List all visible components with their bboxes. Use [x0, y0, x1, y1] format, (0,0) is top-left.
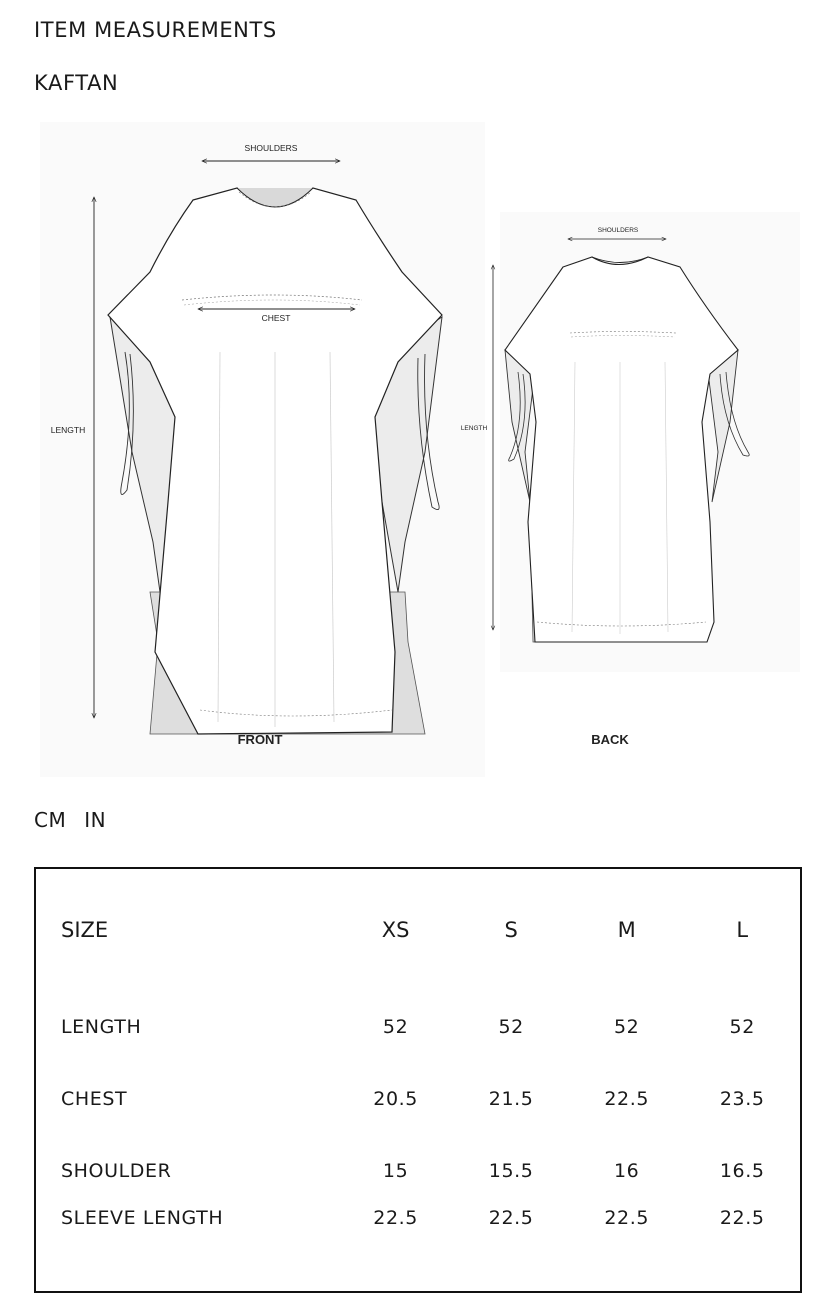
table-cell: 22.5	[488, 1207, 534, 1229]
measurement-diagram	[30, 122, 810, 782]
row-label: SLEEVE LENGTH	[61, 1207, 224, 1229]
front-shoulders-label: SHOULDERS	[244, 143, 298, 153]
column-header-size: SIZE	[61, 918, 109, 942]
unit-cm-button[interactable]: CM	[34, 808, 67, 832]
column-header-l: L	[736, 918, 749, 942]
table-header-row	[35, 868, 801, 991]
back-garment-illustration	[500, 212, 800, 672]
table-cell: 52	[382, 1016, 409, 1038]
front-view-label: FRONT	[237, 732, 283, 747]
table-cell: 52	[498, 1016, 524, 1038]
front-chest-label: CHEST	[261, 313, 291, 323]
column-header-m: M	[617, 918, 636, 942]
table-cell: 23.5	[719, 1088, 765, 1110]
back-view-label: BACK	[591, 732, 629, 747]
page-title: ITEM MEASUREMENTS	[34, 18, 277, 42]
table-cell: 16	[613, 1160, 640, 1182]
table-cell: 22.5	[719, 1207, 765, 1229]
product-name: KAFTAN	[34, 71, 119, 95]
table-cell: 15.5	[488, 1160, 534, 1182]
table-row	[35, 1135, 801, 1207]
table-cell: 15	[382, 1160, 409, 1182]
unit-in-button[interactable]: IN	[84, 808, 107, 832]
row-label: CHEST	[61, 1088, 128, 1110]
table-row	[35, 991, 801, 1063]
table-cell: 22.5	[604, 1088, 650, 1110]
column-header-s: S	[504, 918, 518, 942]
column-header-xs: XS	[381, 918, 410, 942]
back-length-label: LENGTH	[460, 425, 488, 432]
table-cell: 52	[729, 1016, 755, 1038]
table-cell: 21.5	[488, 1088, 534, 1110]
size-chart-table	[34, 867, 802, 1293]
back-shoulders-label: SHOULDERS	[597, 227, 639, 234]
table-row	[35, 1063, 801, 1135]
front-garment-illustration	[40, 122, 485, 777]
table-row	[35, 1207, 801, 1292]
table-cell: 22.5	[373, 1207, 418, 1229]
row-label: SHOULDER	[61, 1160, 172, 1182]
unit-toggle	[34, 808, 106, 832]
table-cell: 22.5	[604, 1207, 650, 1229]
table-cell: 20.5	[373, 1088, 418, 1110]
front-length-label: LENGTH	[50, 425, 86, 435]
row-label: LENGTH	[61, 1016, 142, 1038]
table-cell: 52	[613, 1016, 640, 1038]
table-cell: 16.5	[719, 1160, 765, 1182]
